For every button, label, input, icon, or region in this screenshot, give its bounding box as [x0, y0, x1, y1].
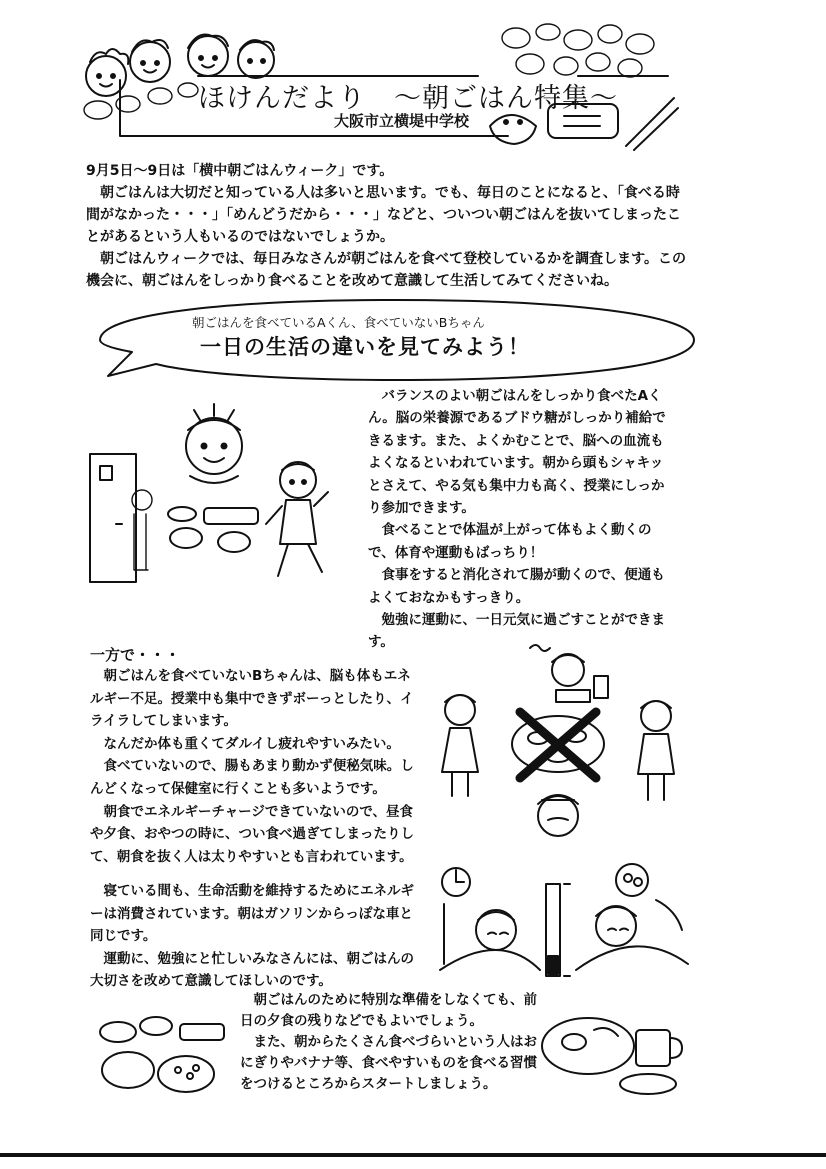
page-title: ほけんだより ～朝ごはん特集～: [198, 83, 618, 114]
tired-girl-icon: [430, 640, 690, 850]
boy-eating-breakfast-icon: [86, 396, 356, 596]
sleep-paragraph: 運動に、勉強にと忙しいみなさんには、朝ごはんの大切さを改めて意識してほしいのです。: [90, 950, 414, 990]
bchan-paragraph: 朝ごはんを食べていないBちゃんは、脳も体もエネルギー不足。授業中も集中できずボーっとしたり、イライラしてしまいます。: [90, 668, 414, 730]
closing-paragraph: また、朝からたくさん食べづらいという人はおにぎりやバナナ等、食べやすいものを食べる習慣をつけるところからスタートしましょう。: [240, 1034, 537, 1092]
footer-rule: [0, 1153, 826, 1157]
light-breakfast-icon: [538, 1012, 688, 1096]
sleep-paragraph: 寝ている間も、生命活動を維持するためにエネルギーは消費されています。朝はガソリンからっぽな車と同じです。: [90, 883, 414, 945]
akun-paragraph: 勉強に運動に、一日元気に過ごすことができます。: [368, 612, 665, 651]
intro-paragraph: 朝ごはんウィークでは、毎日みなさんが朝ごはんを食べて登校しているかを調査します。この機会に、朝ごはんをしっかり食べることを改めて意識して生活してみてくださいね。: [86, 251, 687, 289]
closing-paragraph: 朝ごはんのために特別な準備をしなくても、前日の夕食の残りなどでもよいでしょう。: [240, 992, 537, 1029]
akun-paragraph: 食事をすると消化されて腸が動くので、便通もよくておなかもすっきり。: [368, 567, 665, 606]
akun-paragraph: 食べることで体温が上がって体もよく動くので、体育や運動もばっちり！: [368, 522, 652, 561]
sleeping-child-icon: [420, 860, 692, 984]
bubble-headline: 一日の生活の違いを見てみよう！: [200, 335, 530, 359]
sleep-section: [90, 880, 420, 993]
bchan-paragraph: なんだか体も重くてダルイし疲れやすいみたい。: [90, 735, 400, 752]
school-name: 大阪市立横堤中学校: [334, 112, 470, 130]
bubble-subtitle: 朝ごはんを食べているAくん、食べていないBちゃん: [192, 315, 485, 330]
akun-section: [368, 385, 674, 654]
crossed-out-breakfast-icon: [512, 712, 604, 778]
bchan-paragraph: 食べていないので、腸もあまり動かず便秘気味。しんどくなって保健室に行くことも多いようです。: [90, 758, 414, 797]
intro-section: [86, 160, 690, 292]
bchan-paragraph: 朝食でエネルギーチャージできていないので、昼食や夕食、おやつの時に、つい食べ過ぎてしまったりして、朝食を抜く人は太りやすいとも言われています。: [90, 803, 414, 865]
intro-paragraph: 朝ごはんは大切だと知っている人は多いと思います。でも、毎日のことになると、「食べる時間がなかった・・・」「めんどうだから・・・」などと、ついつい朝ごはんを抜いてしまったことがあるという人もいるのではないでしょうか。: [86, 185, 681, 245]
intro-paragraph: 9月5日～9日は「横中朝ごはんウィーク」です。: [86, 163, 394, 179]
akun-paragraph: バランスのよい朝ごはんをしっかり食べたAくん。脳の栄養源であるブドウ糖がしっかり補給できるます。また、よくかむことで、脳への血流もよくなるといわれています。朝から頭もシャキッとさえて、やる気も集中力も高く、授業にしっかり参加できます。: [368, 388, 666, 517]
closing-section: [240, 990, 545, 1095]
bchan-section: [90, 665, 420, 868]
door-icon: [90, 454, 136, 582]
meal-icon: [94, 1012, 234, 1096]
empty-fuel-gauge-icon: [546, 884, 570, 976]
boy-running-icon: [266, 462, 328, 576]
section-heading: 一方で・・・: [90, 646, 181, 664]
